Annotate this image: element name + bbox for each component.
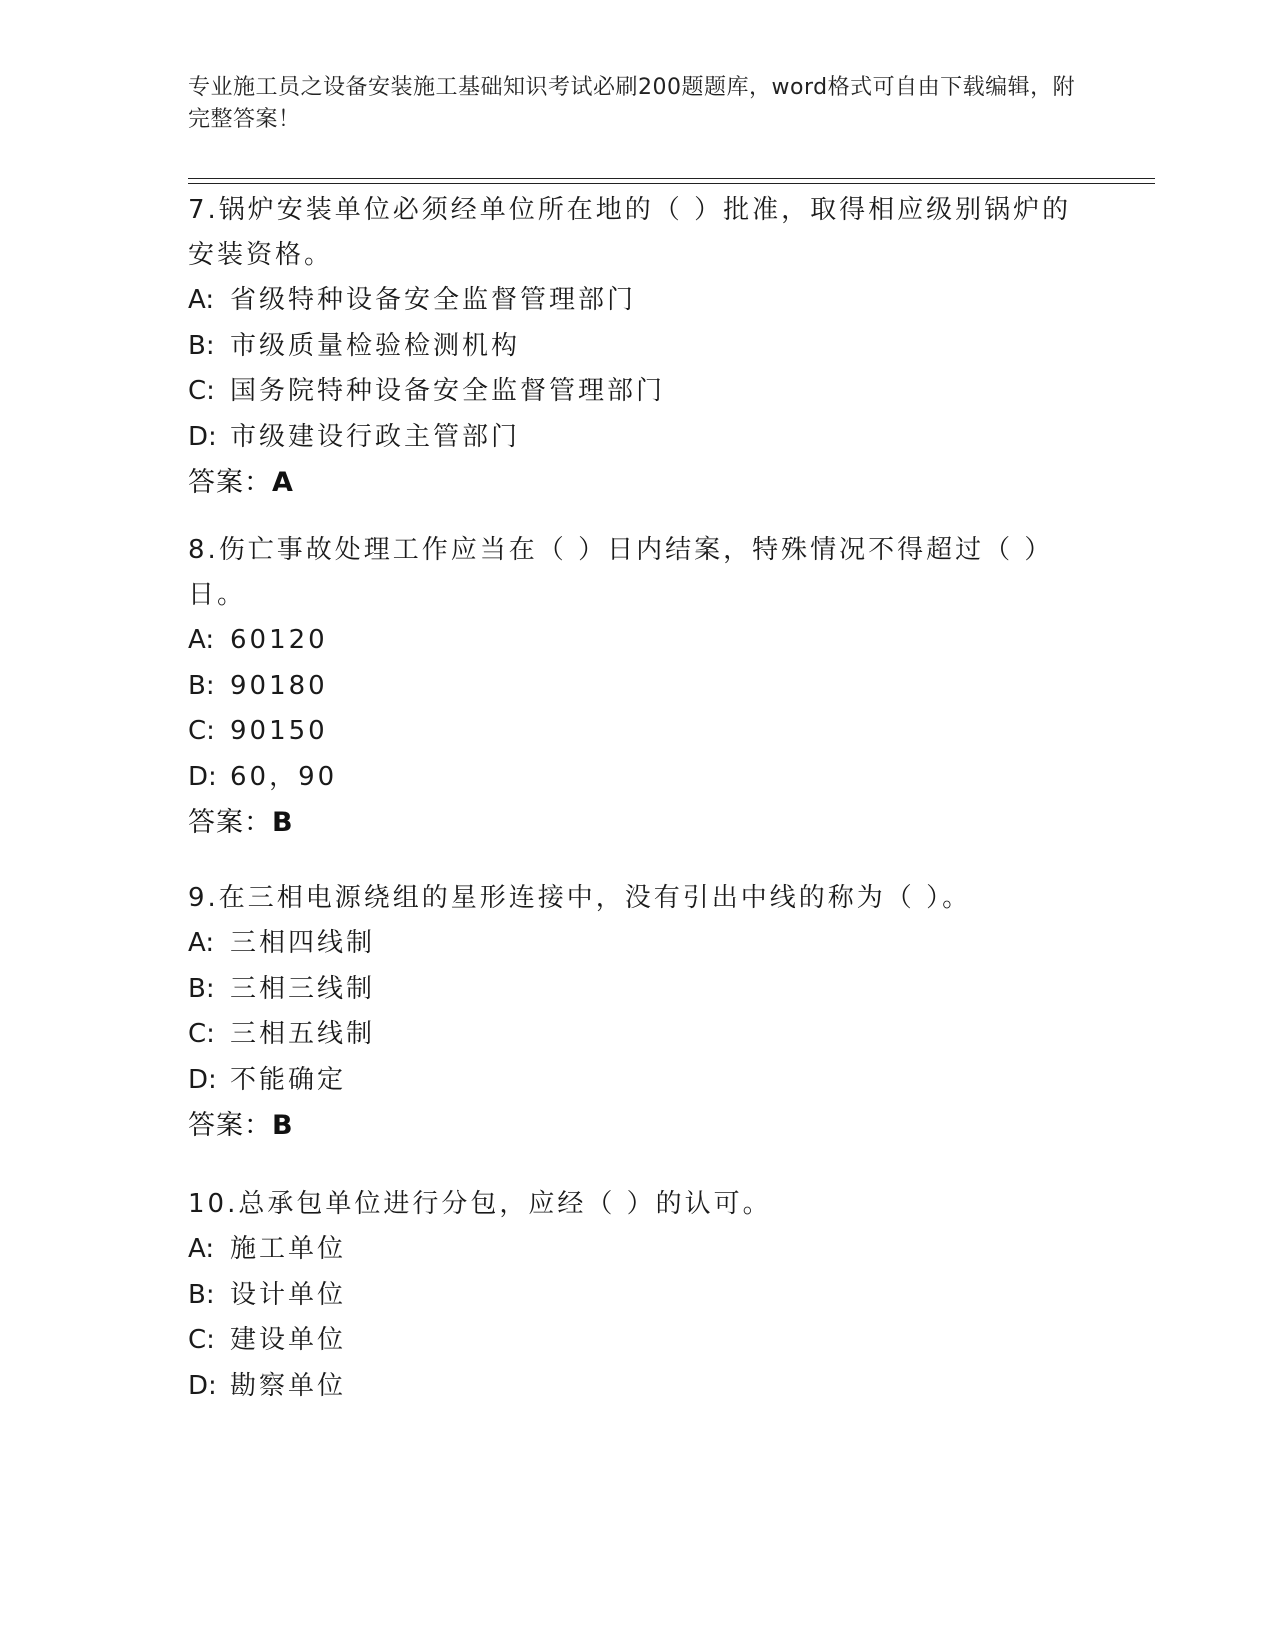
option-letter: B: bbox=[188, 670, 215, 701]
option-text: 勘察单位 bbox=[230, 1370, 347, 1401]
option-a bbox=[188, 921, 1088, 967]
option-text: 不能确定 bbox=[230, 1064, 347, 1095]
option-d bbox=[188, 755, 1088, 801]
option-text: 市级建设行政主管部门 bbox=[230, 421, 521, 452]
header-rule-top bbox=[188, 178, 1155, 179]
option-d bbox=[188, 415, 1088, 461]
option-text: 三相四线制 bbox=[230, 928, 376, 958]
option-letter: D: bbox=[188, 1370, 217, 1401]
option-text: 90180 bbox=[230, 670, 328, 701]
answer-value: B bbox=[272, 807, 294, 838]
option-b bbox=[188, 1273, 1088, 1319]
option-text: 市级质量检验检测机构 bbox=[230, 330, 521, 361]
option-text: 三相三线制 bbox=[230, 973, 376, 1004]
option-c bbox=[188, 1012, 1088, 1058]
option-letter: A: bbox=[188, 928, 215, 958]
option-b bbox=[188, 664, 1088, 710]
question-10 bbox=[188, 1182, 1088, 1409]
option-b bbox=[188, 324, 1088, 370]
option-letter: C: bbox=[188, 376, 215, 406]
question-8 bbox=[188, 528, 1088, 845]
question-stem: 7.锅炉安装单位必须经单位所在地的（ ）批准，取得相应级别锅炉的安装资格。 bbox=[188, 195, 1072, 270]
option-letter: C: bbox=[188, 716, 215, 746]
header-rule-bottom bbox=[188, 183, 1155, 184]
option-c bbox=[188, 369, 1088, 415]
option-c bbox=[188, 709, 1088, 755]
answer-value: A bbox=[272, 467, 294, 498]
question-stem: 8.伤亡事故处理工作应当在（ ）日内结案，特殊情况不得超过（ ）日。 bbox=[188, 535, 1054, 610]
answer-line bbox=[188, 460, 1088, 505]
question-7 bbox=[188, 188, 1088, 505]
option-letter: A: bbox=[188, 285, 215, 315]
answer-value: B bbox=[272, 1110, 294, 1141]
option-a bbox=[188, 278, 1088, 324]
document-header: 专业施工员之设备安装施工基础知识考试必刷200题题库，word格式可自由下载编辑，附完整答案！ bbox=[188, 75, 1076, 132]
option-letter: B: bbox=[188, 1279, 215, 1310]
option-text: 建设单位 bbox=[230, 1325, 347, 1355]
option-b bbox=[188, 967, 1088, 1013]
option-d bbox=[188, 1364, 1088, 1410]
option-letter: C: bbox=[188, 1325, 215, 1355]
question-9 bbox=[188, 876, 1088, 1148]
answer-label: 答案： bbox=[188, 1110, 272, 1141]
option-text: 三相五线制 bbox=[230, 1019, 376, 1049]
option-letter: D: bbox=[188, 1064, 217, 1095]
answer-label: 答案： bbox=[188, 467, 272, 498]
option-letter: A: bbox=[188, 1234, 215, 1264]
answer-label: 答案： bbox=[188, 807, 272, 838]
option-text: 90150 bbox=[230, 716, 328, 746]
question-stem: 10.总承包单位进行分包，应经（ ）的认可。 bbox=[188, 1189, 772, 1219]
answer-line bbox=[188, 1103, 1088, 1148]
option-text: 设计单位 bbox=[230, 1279, 347, 1310]
option-letter: C: bbox=[188, 1019, 215, 1049]
option-a bbox=[188, 1227, 1088, 1273]
question-stem: 9.在三相电源绕组的星形连接中，没有引出中线的称为（ ）。 bbox=[188, 883, 972, 913]
option-c bbox=[188, 1318, 1088, 1364]
option-letter: B: bbox=[188, 973, 215, 1004]
option-letter: A: bbox=[188, 625, 215, 655]
answer-line bbox=[188, 800, 1088, 845]
option-d bbox=[188, 1058, 1088, 1104]
option-letter: D: bbox=[188, 761, 217, 792]
option-letter: D: bbox=[188, 421, 217, 452]
option-text: 60120 bbox=[230, 625, 328, 655]
option-letter: B: bbox=[188, 330, 215, 361]
option-text: 省级特种设备安全监督管理部门 bbox=[230, 285, 637, 315]
option-a bbox=[188, 618, 1088, 664]
option-text: 国务院特种设备安全监督管理部门 bbox=[230, 376, 666, 406]
option-text: 60，90 bbox=[230, 761, 338, 792]
option-text: 施工单位 bbox=[230, 1234, 347, 1264]
